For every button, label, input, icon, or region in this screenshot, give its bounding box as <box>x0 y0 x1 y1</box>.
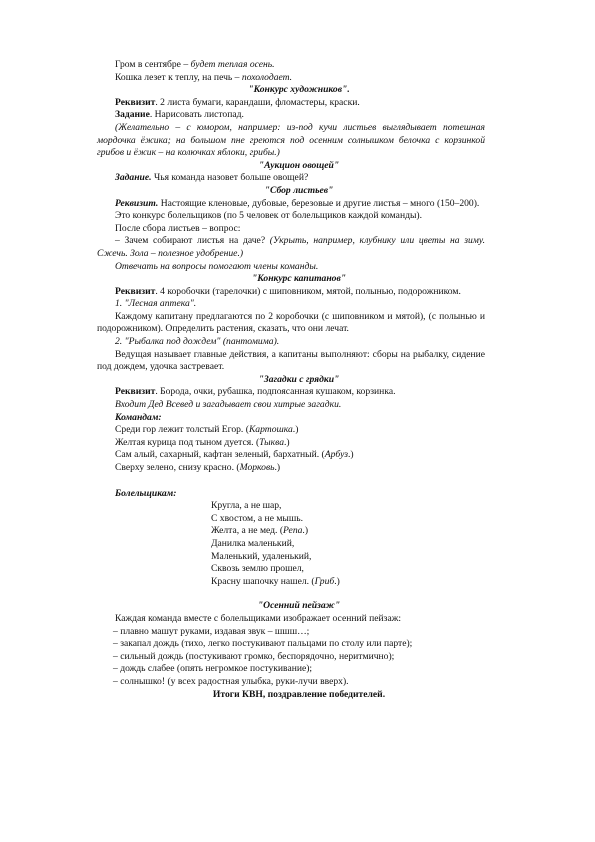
list-item: – солнышко! (у всех радостная улыбка, руки-лучи вверх). <box>113 675 349 687</box>
text: .) <box>334 575 340 587</box>
text: Среди гор лежит толстый Егор. ( <box>115 424 249 436</box>
answer: Арбуз <box>324 449 348 461</box>
text: Сверху зелено, снизу красно. ( <box>115 462 240 473</box>
section-heading-leaves: "Сбор листьев" <box>264 184 334 196</box>
label-bold: Реквизит <box>115 285 156 297</box>
label-bold: Реквизит <box>115 96 156 108</box>
text-italic: 2. "Рыбалка под дождем" (пантомима). <box>115 336 280 348</box>
riddle-line <box>113 449 485 462</box>
text: .) <box>274 462 281 473</box>
text: .) <box>284 436 290 448</box>
riddle-line <box>113 424 485 437</box>
verse-line: Маленький, удаленький, <box>211 550 312 562</box>
document-body <box>97 59 485 701</box>
props-line <box>113 97 485 110</box>
section-heading-landscape: "Осенний пейзаж" <box>257 600 341 612</box>
label-bold-italic: Болельщикам: <box>115 487 177 499</box>
label-bold: Реквизит <box>115 386 156 398</box>
list-item: – дождь слабее (опять негромкое постукивание); <box>113 663 313 675</box>
props-line <box>113 386 485 399</box>
answer: Тыква <box>259 436 285 448</box>
task-line <box>113 172 485 185</box>
text-line: Каждая команда вместе с болельщиками изображает осенний пейзаж: <box>115 612 401 624</box>
text-italic: (Желательно – с юмором, например: из-под кучи листьев выглядывает потешная мордочка ёжика; на большом пне греются под осенним солнышком белочка с корзинкой грибов и ёжик – на колючках яблоки, грибы.) <box>97 121 485 159</box>
text: .) <box>347 449 354 461</box>
text: . 4 коробочки (тарелочки) с шиповником, мятой, полынью, подорожником. <box>155 285 461 297</box>
label-bold-italic: Командам: <box>115 411 162 423</box>
answer: Гриб <box>314 575 335 587</box>
text: Желтая курица под тыном дуется. ( <box>115 436 260 448</box>
text: Гром в сентябре – <box>115 59 191 70</box>
text-line-italic <box>113 261 485 274</box>
riddle-line <box>113 437 485 450</box>
props-line <box>97 198 485 211</box>
section-heading-artists: "Конкурс художников". <box>248 84 350 96</box>
riddle-line <box>113 462 485 475</box>
text-italic: похолодает. <box>241 71 293 83</box>
text: Кошка лезет к теплу, на печь – <box>115 71 242 83</box>
text: Чья команда назовет больше овощей? <box>151 172 309 184</box>
text: Желта, а не мед. ( <box>211 525 284 537</box>
text: – Зачем собирают листья на даче? <box>115 235 270 247</box>
text: .) <box>292 424 299 436</box>
task-line <box>113 109 485 122</box>
answer: Репа <box>283 525 303 537</box>
label-bold-italic: Задание. <box>115 172 152 184</box>
answer: Картошка <box>248 424 293 436</box>
text-italic: Отвечать на вопросы помогают члены команды. <box>115 260 319 272</box>
text: Настоящие кленовые, дубовые, березовые и другие листья – много (150–200). <box>158 197 480 209</box>
verse-line: Данилка маленький, <box>211 537 295 549</box>
question-line <box>97 235 485 260</box>
list-item: – закапал дождь (тихо, легко постукивают пальцами по столу или парте); <box>113 638 413 650</box>
spacer <box>113 475 485 488</box>
section-heading-vegetables: "Аукцион овощей" <box>258 159 340 171</box>
text: . Борода, очки, рубашка, подпоясанная кушаком, корзинка. <box>155 386 396 398</box>
text-paragraph: Ведущая называет главные действия, а капитаны выполняют: сборы на рыбалку, сидение под дождем, удочка застревает. <box>97 348 485 373</box>
closing-line: Итоги КВН, поздравление победителей. <box>212 688 386 700</box>
list-item: – плавно машут руками, издавая звук – шшш…; <box>113 625 310 637</box>
text: Сам алый, сахарный, кафтан зеленый, бархатный. ( <box>115 449 325 461</box>
subheading-teams <box>113 412 485 425</box>
subtask-line <box>113 336 485 349</box>
text-paragraph: Каждому капитану предлагаются по 2 коробочки (с шиповником и мятой), (с полынью и подорожником). Определить растения, сказать, что они лечат. <box>97 310 485 335</box>
text-italic: 1. "Лесная аптека". <box>115 298 197 310</box>
label-bold: Задание <box>115 109 150 121</box>
text: . Нарисовать листопад. <box>149 109 244 121</box>
spacer <box>113 588 485 600</box>
drawing-note <box>97 122 485 160</box>
verse-line <box>211 525 485 538</box>
text-italic: будет теплая осень. <box>190 59 275 70</box>
text: . 2 листа бумаги, карандаши, фломастеры, краски. <box>155 96 360 108</box>
label-bold-italic: Реквизит. <box>115 197 159 209</box>
verse-block <box>211 500 485 588</box>
text-italic: Входит Дед Всевед и загадывает свои хитрые загадки. <box>115 399 342 411</box>
list-item: – сильный дождь (постукивают громко, беспорядочно, неритмично); <box>113 650 395 662</box>
text: .) <box>302 525 309 537</box>
subheading-fans <box>113 488 485 501</box>
section-heading-riddles: "Загадки с грядки" <box>258 373 340 385</box>
verse-line: С хвостом, а не мышь. <box>211 512 304 524</box>
text-italic: (Укрыть, например, клубнику или цветы на зиму. Сжечь. Зола – полезное удобрение.) <box>97 235 485 259</box>
text-line: Это конкурс болельщиков (по 5 человек от болельщиков каждой команды). <box>115 210 422 222</box>
props-line <box>113 286 485 299</box>
text: Красну шапочку нашел. ( <box>211 575 315 587</box>
subtask-line <box>113 298 485 311</box>
verse-line <box>211 576 485 589</box>
text-line-italic <box>113 399 485 412</box>
text-line: После сбора листьев – вопрос: <box>115 222 241 234</box>
answer: Морковь <box>239 462 275 473</box>
omen-line-1 <box>113 59 485 72</box>
verse-line: Сквозь землю прошел, <box>211 563 304 575</box>
section-heading-captains: "Конкурс капитанов" <box>251 273 347 285</box>
verse-line: Кругла, а не шар, <box>211 500 282 512</box>
omen-line-2 <box>113 72 485 85</box>
